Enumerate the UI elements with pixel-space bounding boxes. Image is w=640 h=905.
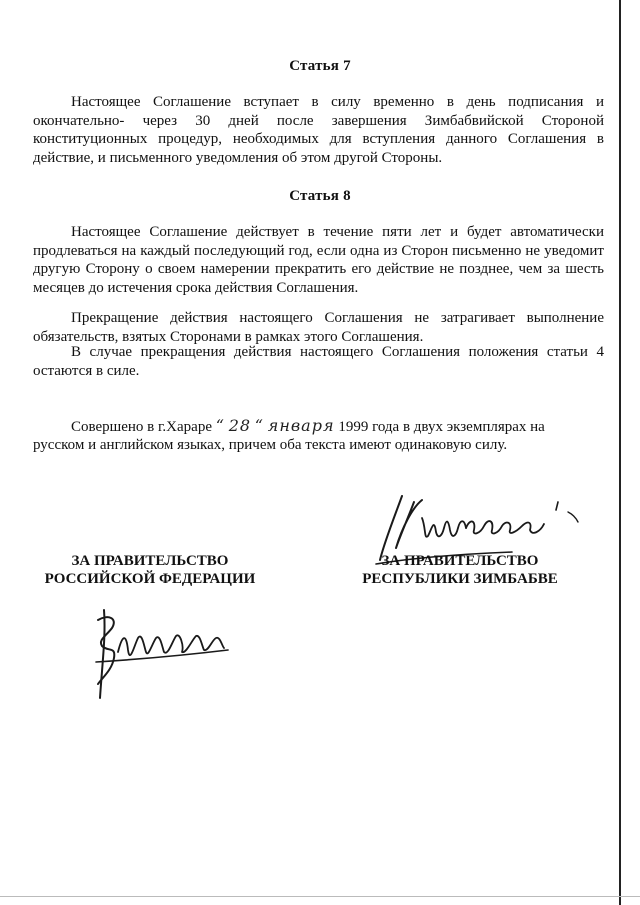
page-border-right: [619, 0, 621, 905]
handwritten-month: января: [267, 416, 335, 435]
zimbabwe-signatory-line-1: ЗА ПРАВИТЕЛЬСТВО: [381, 553, 539, 569]
russia-signatory-line-2: РОССИЙСКОЙ ФЕДЕРАЦИИ: [44, 571, 256, 587]
article-8-paragraph-1: Настоящее Соглашение действует в течение пяти лет и будет автоматически продлеваться на каждый последующий год, если одна из Сторон письменно не уведомит другую Сторону о своем намерении прекратить его действие не позднее, чем за шесть месяцев до истечения срока действия Соглашения.: [33, 224, 604, 296]
closing-line-1: [33, 417, 604, 437]
article-7-paragraph: Настоящее Соглашение вступает в силу временно в день подписания и окончательно- через 30 дней после завершения Зимбабвийской Стороной конституционных процедур, необходимых для вступления данного Соглашения в действие, и письменного уведомления об этом другой Стороны.: [33, 94, 604, 166]
handwritten-day: 28: [228, 416, 252, 435]
handwritten-middle-quote: “: [254, 416, 264, 435]
handwritten-open-quote: “: [215, 416, 225, 435]
closing-line-2: русском и английском языках, причем оба текста имеют одинаковую силу.: [33, 437, 508, 453]
article-8-heading: Статья 8: [289, 188, 351, 204]
russia-signatory-block: [30, 552, 270, 588]
russia-signatory-line-1: ЗА ПРАВИТЕЛЬСТВО: [71, 553, 229, 569]
page-border-bottom: [0, 896, 640, 897]
zimbabwe-signatory-line-2: РЕСПУБЛИКИ ЗИМБАБВЕ: [362, 571, 558, 587]
zimbabwe-signatory-block: [340, 552, 580, 588]
article-7-heading: Статья 7: [289, 58, 351, 74]
closing-text-before: Совершено в г.Хараре: [71, 419, 212, 435]
article-8-paragraph-3: В случае прекращения действия настоящего Соглашения положения статьи 4 остаются в силе.: [33, 344, 604, 379]
signature-russia: [88, 606, 248, 711]
closing-text-after: 1999 года в двух экземплярах на: [338, 419, 545, 435]
article-8-paragraph-2: Прекращение действия настоящего Соглашения не затрагивает выполнение обязательств, взятых Сторонами в рамках этого Соглашения.: [33, 310, 604, 345]
